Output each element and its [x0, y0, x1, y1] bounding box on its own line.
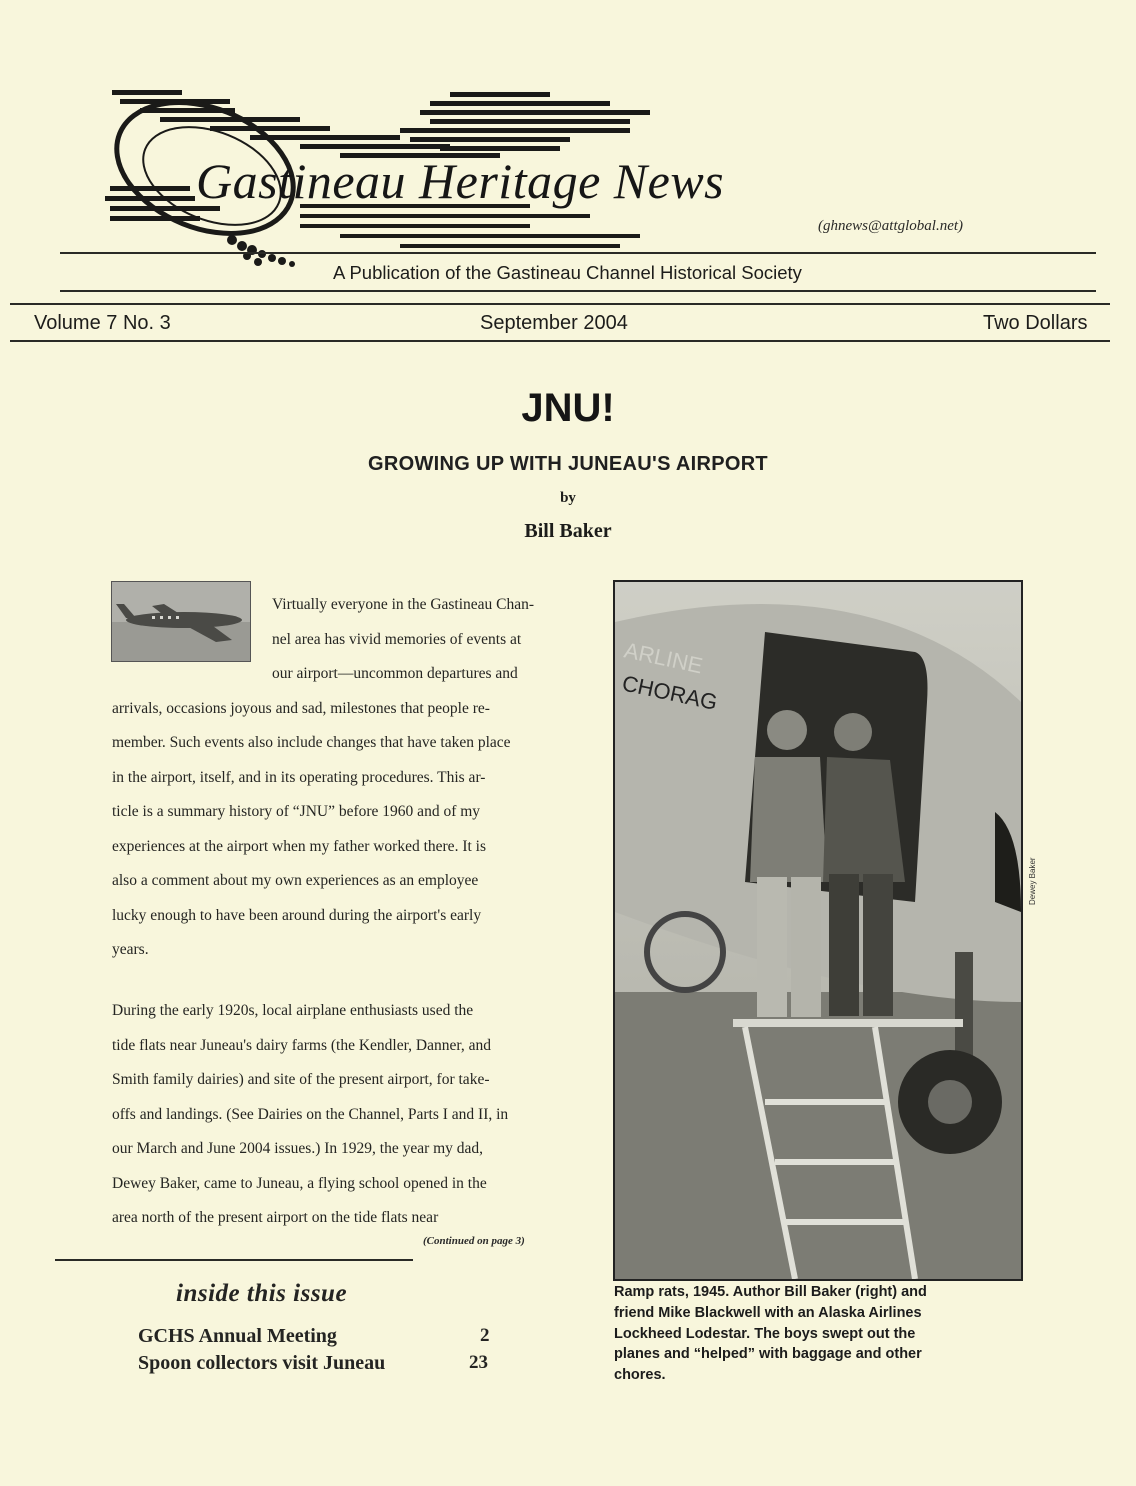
- article-paragraph-2: [112, 994, 508, 1236]
- text-line: in the airport, itself, and in its operating procedures. This ar-: [112, 768, 486, 786]
- text-line: our March and June 2004 issues.) In 1929, the year my dad,: [112, 1140, 484, 1157]
- fuselage-text-2: CHORAG: [619, 670, 720, 715]
- toc-item-label[interactable]: GCHS Annual Meeting: [138, 1325, 337, 1347]
- text-line: tide flats near Juneau's dairy farms (the Kendler, Danner, and: [112, 1036, 492, 1054]
- text-line: During the early 1920s, local airplane enthusiasts used the: [112, 1002, 474, 1019]
- caption-line: chores.: [614, 1367, 666, 1384]
- article-paragraph-1: [112, 588, 534, 968]
- text-line: Smith family dairies) and site of the present airport, for take-: [112, 1071, 490, 1088]
- text-line: area north of the present airport on the tide flats near: [112, 1209, 439, 1226]
- inside-rule: [55, 1259, 413, 1261]
- text-line: nel area has vivid memories of events at: [272, 630, 522, 648]
- toc-item-page[interactable]: 2: [480, 1325, 490, 1346]
- caption-line: Ramp rats, 1945. Author Bill Baker (right) and: [614, 1284, 927, 1300]
- text-line: years.: [112, 941, 149, 958]
- caption-line: Lockheed Lodestar. The boys swept out the: [614, 1325, 916, 1342]
- text-line: member. Such events also include changes that have taken place: [112, 734, 511, 751]
- issue-bar-rule-bottom: [10, 340, 1110, 342]
- masthead-subtitle: A Publication of the Gastineau Channel Historical Society: [333, 262, 802, 283]
- ramp-rats-photo: [613, 580, 1023, 1281]
- article-subhead: GROWING UP WITH JUNEAU'S AIRPORT: [368, 453, 768, 475]
- masthead-email: (ghnews@attglobal.net): [818, 218, 964, 234]
- text-line: experiences at the airport when my father worked there. It is: [112, 837, 486, 855]
- issue-volume: Volume 7 No. 3: [34, 312, 171, 334]
- inside-title: inside this issue: [176, 1280, 348, 1307]
- text-line: lucky enough to have been around during the airport's early: [112, 906, 482, 924]
- masthead-rule-bottom: [60, 290, 1096, 292]
- issue-bar-rule-top: [10, 303, 1110, 305]
- text-line: our airport—uncommon departures and: [272, 665, 518, 682]
- text-line: ticle is a summary history of “JNU” before 1960 and of my: [112, 803, 481, 820]
- masthead-rule-top: [60, 252, 1096, 254]
- toc-item-page[interactable]: 23: [469, 1352, 488, 1373]
- photo-caption: [614, 1282, 1014, 1386]
- fuselage-text-1: ARLINE: [621, 637, 705, 679]
- text-line: Virtually everyone in the Gastineau Chan-: [272, 596, 535, 613]
- article-headline: JNU!: [521, 386, 615, 430]
- text-line: Dewey Baker, came to Juneau, a flying school opened in the: [112, 1174, 487, 1192]
- photo-credit: Dewey Baker: [1028, 857, 1037, 905]
- text-line: arrivals, occasions joyous and sad, milestones that people re-: [112, 699, 490, 717]
- issue-date: September 2004: [480, 312, 628, 334]
- toc-item-label[interactable]: Spoon collectors visit Juneau: [138, 1352, 386, 1374]
- issue-price: Two Dollars: [983, 312, 1088, 334]
- article-author: Bill Baker: [524, 520, 612, 542]
- text-line: offs and landings. (See Dairies on the Channel, Parts I and II, in: [112, 1105, 509, 1123]
- caption-line: planes and “helped” with baggage and other: [614, 1346, 922, 1363]
- masthead-title: Gastineau Heritage News: [196, 153, 725, 209]
- article-byline-by: by: [560, 490, 576, 506]
- masthead: [0, 0, 1136, 300]
- caption-line: friend Mike Blackwell with an Alaska Airlines: [614, 1304, 922, 1321]
- continued-note[interactable]: (Continued on page 3): [423, 1235, 525, 1247]
- text-line: also a comment about my own experiences as an employee: [112, 872, 479, 889]
